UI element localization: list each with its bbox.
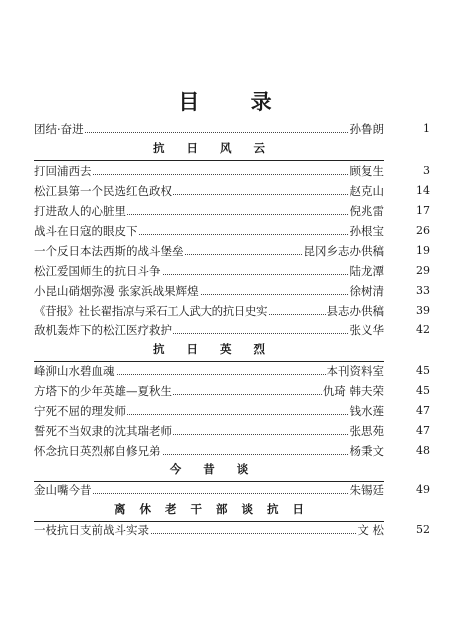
toc-entry[interactable] (34, 223, 384, 239)
entry-page-number: 3 (423, 164, 430, 177)
toc-title: 目 录 (178, 90, 294, 114)
entry-author: 文 松 (357, 523, 384, 537)
entry-page-number: 42 (416, 323, 430, 336)
entry-page-number: 52 (416, 523, 430, 536)
entry-title: 松江爱国师生的抗日斗争 (34, 264, 161, 278)
entry-author: 孙鲁朗 (349, 122, 384, 136)
entry-author: 陆龙潭 (349, 264, 384, 278)
toc-entry[interactable] (34, 243, 384, 259)
section-heading-then-and-now (34, 459, 384, 482)
entry-author: 昆冈乡志办供稿 (303, 244, 384, 258)
entry-author: 本刊资料室 (326, 364, 384, 378)
section-title: 抗 日 风 云 (152, 141, 274, 155)
entry-page-number: 47 (416, 424, 430, 437)
entry-page-number: 48 (416, 444, 430, 457)
toc-entry[interactable] (34, 303, 384, 319)
toc-entry[interactable] (34, 383, 384, 399)
entry-title: 一枝抗日支前战斗实录 (34, 523, 149, 537)
entry-page-number: 49 (416, 483, 430, 496)
entry-title: 打回浦西去 (34, 164, 92, 178)
entry-title: 团结·奋进 (34, 122, 84, 136)
entry-author: 赵克山 (349, 184, 384, 198)
entry-author: 张义华 (349, 323, 384, 337)
entry-title: 敌机轰炸下的松江医疗救护 (34, 323, 172, 337)
entry-page-number: 45 (416, 384, 430, 397)
toc-entry[interactable] (34, 423, 384, 439)
toc-entry[interactable] (34, 203, 384, 219)
toc-entry[interactable] (34, 522, 384, 538)
entry-author: 钱水莲 (349, 404, 384, 418)
entry-page-number: 33 (416, 284, 430, 297)
toc-entry[interactable] (34, 163, 384, 179)
entry-author: 县志办供稿 (326, 304, 384, 318)
toc-entry[interactable] (34, 443, 384, 459)
entry-author: 杨秉文 (349, 444, 384, 458)
entry-page-number: 45 (416, 364, 430, 377)
entry-page-number: 26 (416, 224, 430, 237)
entry-author: 仇琦 韩夫荣 (322, 384, 384, 398)
section-heading-resistance-martyrs (34, 339, 384, 362)
entry-author: 徐树清 (349, 284, 384, 298)
entry-page-number: 1 (423, 122, 430, 135)
section-heading-retired-cadres (34, 499, 384, 522)
entry-author: 朱锡廷 (349, 483, 384, 497)
entry-title: 峰泖山水碧血魂 (34, 364, 115, 378)
entry-page-number: 29 (416, 264, 430, 277)
entry-title: 怀念抗日英烈郝自修兄弟 (34, 444, 161, 458)
toc-entry[interactable] (34, 363, 384, 379)
entry-page-number: 14 (416, 184, 430, 197)
entry-author: 倪兆雷 (349, 204, 384, 218)
section-heading-resistance-events (34, 138, 384, 161)
leader-dots (34, 132, 384, 133)
entry-author: 孙根宝 (349, 224, 384, 238)
entry-title: 战斗在日寇的眼皮下 (34, 224, 138, 238)
entry-title: 打进敌人的心脏里 (34, 204, 126, 218)
entry-title: 金山嘴今昔 (34, 483, 92, 497)
entry-title: 松江县第一个民选红色政权 (34, 184, 172, 198)
entry-title: 誓死不当奴隶的沈其瑞老师 (34, 424, 172, 438)
toc-entry[interactable] (34, 403, 384, 419)
section-title: 抗 日 英 烈 (152, 342, 274, 356)
entry-title: 宁死不屈的理发师 (34, 404, 126, 418)
entry-page-number: 47 (416, 404, 430, 417)
section-title: 离 休 老 干 部 谈 抗 日 (113, 502, 310, 516)
toc-entry[interactable] (34, 263, 384, 279)
entry-page-number: 39 (416, 304, 430, 317)
entry-page-number: 19 (416, 244, 430, 257)
entry-author: 顾复生 (349, 164, 384, 178)
entry-author: 张思苑 (349, 424, 384, 438)
toc-entry[interactable] (34, 482, 384, 498)
entry-title: 一个反日本法西斯的战斗堡垒 (34, 244, 184, 258)
entry-title: 《苷报》社长翟指凉与采石工人武大的抗日史实 (34, 304, 268, 318)
entry-title: 小昆山硝烟弥漫 张家浜战果辉煌 (34, 284, 199, 298)
toc-entry[interactable] (34, 283, 384, 299)
entry-title: 方塔下的少年英雄—夏秋生 (34, 384, 172, 398)
section-title: 今 昔 谈 (169, 462, 258, 476)
toc-entry[interactable] (34, 322, 384, 338)
toc-entry[interactable] (34, 121, 384, 137)
entry-page-number: 17 (416, 204, 430, 217)
toc-entry[interactable] (34, 183, 384, 199)
